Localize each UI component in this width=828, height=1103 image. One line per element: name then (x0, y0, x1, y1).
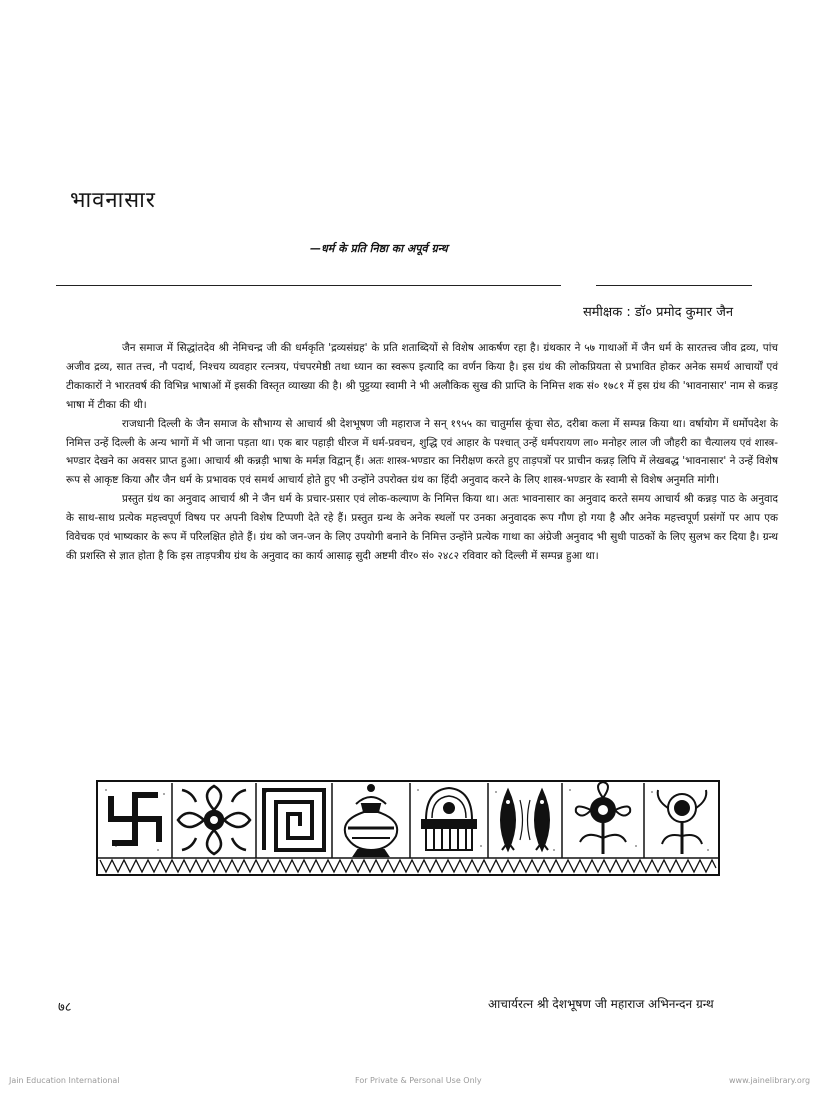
fish-pair-icon (501, 790, 549, 850)
maze-icon (264, 790, 324, 850)
lotus-icon (576, 782, 630, 854)
floral-sprig-icon (658, 790, 707, 854)
watermark-website: www.jainelibrary.org (729, 1076, 811, 1085)
temple-icon (422, 788, 476, 850)
page-number: ७८ (58, 1000, 72, 1015)
floral-cross-icon (178, 786, 250, 854)
article-body (66, 339, 778, 566)
watermark-usage: For Private & Personal Use Only (355, 1076, 482, 1085)
decorative-border (96, 780, 720, 876)
divider-right (596, 285, 752, 286)
running-footer-title: आचार्यरत्न श्री देशभूषण जी महाराज अभिनन्दन ग्रन्थ (488, 997, 714, 1011)
reviewer-credit: समीक्षक : डॉ० प्रमोद कुमार जैन (583, 305, 734, 320)
watermark-publisher: Jain Education International (9, 1076, 120, 1085)
paragraph: राजधानी दिल्ली के जैन समाज के सौभाग्य से आचार्य श्री देशभूषण जी महाराज ने सन् १९५५ का चातुर्मास कूंचा सेठ, दरीबा कला में सम्पन्न किया था। वर्षायोग में धर्मोपदेश के निमित्त उन्हें दिल्ली के अन्य भागों में भी जाना पड़ता था। एक बार पहाड़ी धीरज में धर्म-प्रवचन, शुद्धि एवं आहार के पश्चात् उन्हें धर्मपरायण ला० मनोहर लाल जी जौहरी का चैत्यालय एवं शास्त्र-भण्डार देखने का अवसर प्राप्त हुआ। आचार्य श्री कन्नड़ी भाषा के मर्मज्ञ विद्वान् हैं। अतः शास्त्र-भण्डार का निरीक्षण करते हुए ताड़पत्रों पर प्राचीन कन्नड़ लिपि में लेखबद्ध 'भावनासार' ने उन्हें विशेष रूप से आकृष्ट किया और जैन धर्म के प्रभावक एवं समर्थ आचार्य होते हुए भी उन्होंने उपरोक्त ग्रंथ का हिंदी अनुवाद करने के लिए शास्त्र-भण्डार के स्वामी से विशेष अनुमति मांगी। (66, 417, 778, 487)
article-title: भावनासार (70, 188, 156, 213)
swastika-icon (108, 792, 162, 846)
article-subtitle: —धर्म के प्रति निष्ठा का अपूर्व ग्रन्थ (310, 242, 448, 255)
divider-left (56, 285, 561, 286)
kalash-icon (345, 785, 397, 856)
paragraph: प्रस्तुत ग्रंथ का अनुवाद आचार्य श्री ने जैन धर्म के प्रचार-प्रसार एवं लोक-कल्याण के निमित्त किया था। अतः भावनासार का अनुवाद करते समय आचार्य श्री कन्नड़ पाठ के अनुवाद के साथ-साथ प्रत्येक महत्त्वपूर्ण विषय पर अपनी विशेष टिप्पणी देते रहे हैं। प्रस्तुत ग्रन्थ के अनेक स्थलों पर उनका अनुवादक रूप गौण हो गया है और अनेक महत्त्वपूर्ण प्रसंगों पर आप एक विवेचक एवं भाष्यकार के रूप में परिलक्षित होते हैं। ग्रंथ को जन-जन के लिए उपयोगी बनाने के निमित्त उन्होंने प्रत्येक गाथा का अंग्रेजी अनुवाद भी सुधी पाठकों के लिए सुलभ कर दिया है। ग्रन्थ की प्रशस्ति से ज्ञात होता है कि इस ताड़पत्रीय ग्रंथ के अनुवाद का कार्य आसाढ़ सुदी अष्टमी वीर० सं० २४८२ रविवार को दिल्ली में सम्पन्न हुआ था। (66, 493, 778, 562)
paragraph: जैन समाज में सिद्धांतदेव श्री नेमिचन्द्र जी की धर्मकृति 'द्रव्यसंग्रह' के प्रति शताब्दियों से विशेष आकर्षण रहा है। ग्रंथकार ने ५७ गाथाओं में जैन धर्म के सारतत्त्व जीव द्रव्य, पांच अजीव द्रव्य, सात तत्त्व, नौ पदार्थ, निश्चय व्यवहार रत्नत्रय, पंचपरमेष्ठी तथा ध्यान का स्वरूप इत्यादि का वर्णन किया है। इस ग्रंथ की लोकप्रियता से प्रभावित होकर अनेक समर्थ आचार्यों एवं टीकाकारों ने भारतवर्ष की विभिन्न भाषाओं में इसकी विस्तृत व्याख्या की है। श्री पुट्टय्या स्वामी ने भी अलौकिक सुख की प्राप्ति के निमित्त शक सं० १७८१ में इस ग्रंथ की 'भावनासार' नाम से कन्नड़ भाषा में टीका की थी। (66, 342, 778, 411)
